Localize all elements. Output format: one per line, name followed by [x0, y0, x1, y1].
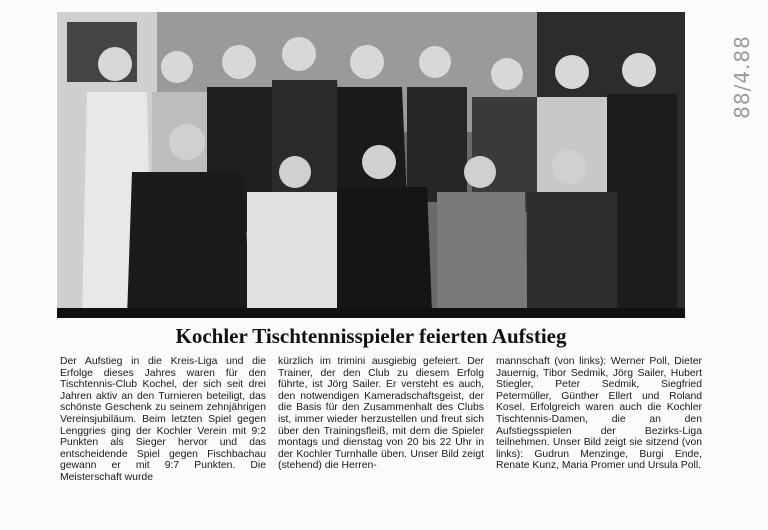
- article-body: [60, 356, 702, 516]
- article-column-2: [278, 356, 484, 516]
- team-photo-drawing: [57, 12, 685, 318]
- article-headline: Kochler Tischtennisspieler feierten Aufstieg: [175, 324, 567, 348]
- team-photo: [57, 12, 685, 318]
- article-column-3-text: mannschaft (von links): Werner Poll, Dieter Jauernig, Tibor Sedmik, Jörg Sailer, Hubert Stiegler, Peter Sedmik, Siegfried Petermüller, Günther Ellert und Roland Kosel. Erfolgreich waren auch die Kochler Tischtennis-Damen, die an den Aufstiegsspielen der Bezirks-Liga teilnehmen. Unser Bild zeigt sie sitzend (von links): Gudrun Menzinge, Burgi Ende, Renate Kunz, Maria Promer und Ursula Poll.: [496, 356, 702, 472]
- article-column-3: [496, 356, 702, 516]
- article-column-1: [60, 356, 266, 516]
- handwritten-date-note: 88/4.88: [730, 35, 754, 119]
- article-column-2-text: kürzlich im trimini ausgiebig gefeiert. Der Trainer, der den Club zu diesem Erfolg führte, ist Jörg Sailer. Er versteht es auch, den notwendigen Kameradschaftsgeist, der die Basis für den Zusammenhalt des Clubs ist, immer wieder herzustellen und freut sich über den Trainingsfleiß, mit dem die Spieler montags und dienstag von 20 bis 22 Uhr in der Kochler Turnhalle üben. Unser Bild zeigt (stehend) die Herren-: [278, 356, 484, 472]
- article-column-1-text: Der Aufstieg in die Kreis-Liga und die Erfolge dieses Jahres waren für den Tischtennis-Club Kochel, der sich seit drei Jahren aktiv an den Turnieren beteiligt, das schönste Geschenk zu seinem zehnjährigen Vereinsjubiläum. Beim letzten Spiel gegen Lenggries ging der Kochler Verein mit 9:2 Punkten als Sieger hervor und das entscheidende Spiel gegen Fischbachau gewann er mit 9:7 Punkten. Die Meisterschaft wurde: [60, 356, 266, 483]
